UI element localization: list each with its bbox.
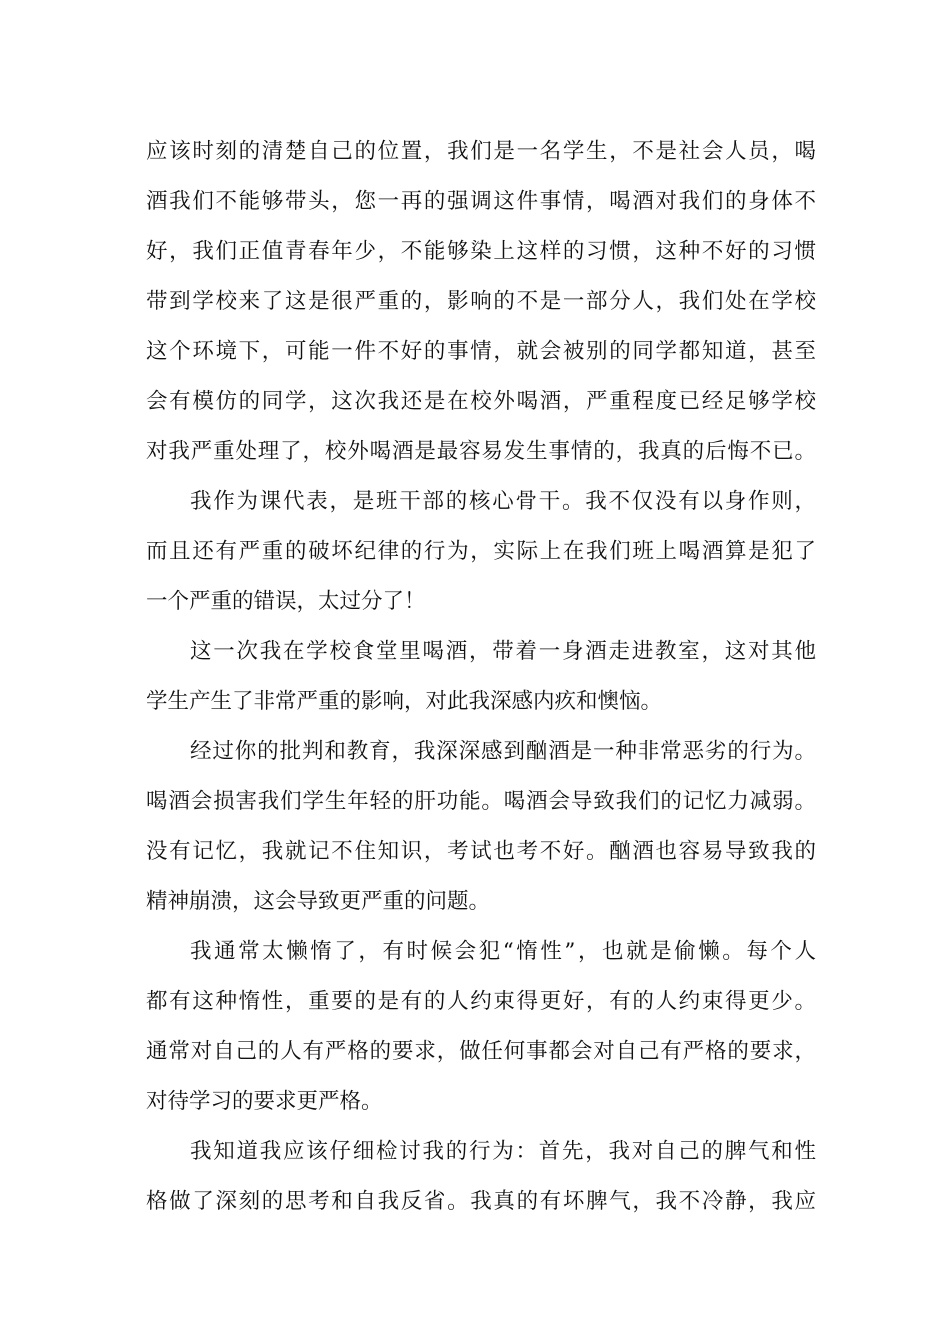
text-line-2: 酒我们不能够带头，您一再的强调这件事情，喝酒对我们的身体不: [146, 189, 816, 214]
text-line-16: 精神崩溃，这会导致更严重的问题。: [146, 889, 491, 914]
text-line-21: 我知道我应该仔细检讨我的行为：首先，我对自己的脾气和性: [190, 1139, 816, 1164]
text-line-10: 一个严重的错误，太过分了！: [146, 589, 426, 614]
text-line-15: 没有记忆，我就记不住知识，考试也考不好。酗酒也容易导致我的: [146, 839, 816, 864]
text-line-19: 通常对自己的人有严格的要求，做任何事都会对自己有严格的要求，: [146, 1039, 816, 1064]
text-line-6: 会有模仿的同学，这次我还是在校外喝酒，严重程度已经足够学校: [146, 389, 816, 414]
text-line-12: 学生产生了非常严重的影响，对此我深感内疚和懊恼。: [146, 689, 663, 714]
text-line-9: 而且还有严重的破坏纪律的行为，实际上在我们班上喝酒算是犯了: [146, 539, 816, 564]
text-line-17: 我通常太懒惰了，有时候会犯“惰性”，也就是偷懒。每个人: [190, 939, 816, 964]
text-line-5: 这个环境下，可能一件不好的事情，就会被别的同学都知道，甚至: [146, 339, 816, 364]
text-line-7: 对我严重处理了，校外喝酒是最容易发生事情的，我真的后悔不已。: [146, 439, 816, 464]
text-line-20: 对待学习的要求更严格。: [146, 1089, 383, 1114]
text-line-11: 这一次我在学校食堂里喝酒，带着一身酒走进教室，这对其他: [190, 639, 816, 664]
text-line-22: 格做了深刻的思考和自我反省。我真的有坏脾气，我不冷静，我应: [146, 1189, 816, 1214]
text-line-18: 都有这种惰性，重要的是有的人约束得更好，有的人约束得更少。: [146, 989, 816, 1014]
text-line-13: 经过你的批判和教育，我深深感到酗酒是一种非常恶劣的行为。: [190, 739, 816, 764]
text-line-1: 应该时刻的清楚自己的位置，我们是一名学生，不是社会人员，喝: [146, 139, 816, 164]
text-line-3: 好，我们正值青春年少，不能够染上这样的习惯，这种不好的习惯: [146, 239, 816, 264]
text-line-14: 喝酒会损害我们学生年轻的肝功能。喝酒会导致我们的记忆力减弱。: [146, 789, 816, 814]
text-line-4: 带到学校来了这是很严重的，影响的不是一部分人，我们处在学校: [146, 289, 816, 314]
text-line-8: 我作为课代表，是班干部的核心骨干。我不仅没有以身作则，: [190, 489, 816, 514]
document-body: [146, 127, 816, 1227]
